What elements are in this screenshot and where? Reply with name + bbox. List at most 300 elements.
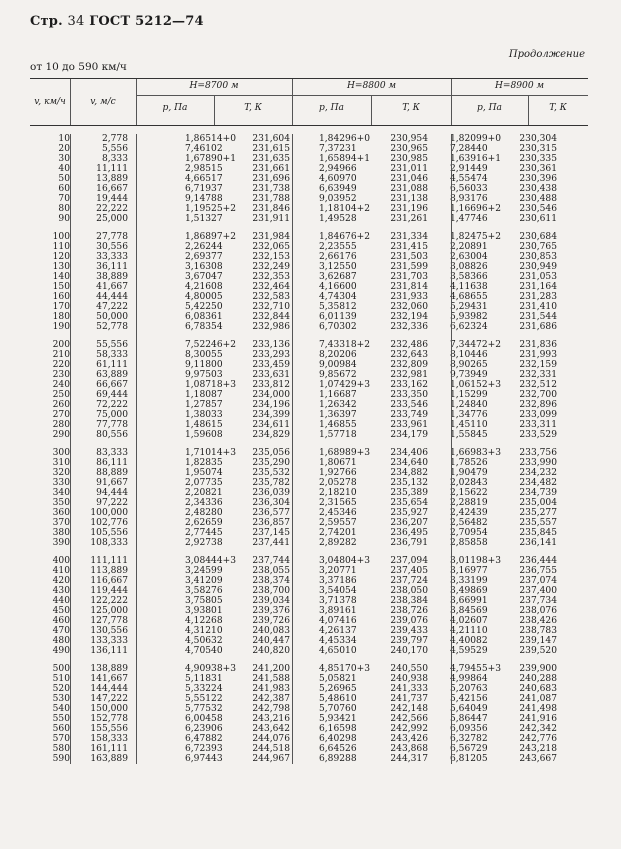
cell-v-kmh: 200 bbox=[52, 340, 70, 350]
cell-t-8800: 240,938 bbox=[390, 674, 428, 684]
cell-t-8800: 234,882 bbox=[390, 468, 428, 478]
cell-t-8900: 232,700 bbox=[519, 390, 557, 400]
cell-p-8700: 5,42250 bbox=[185, 302, 223, 312]
cell-p-8800: 8,20206 bbox=[319, 350, 357, 360]
cell-p-8800: 1,80671 bbox=[319, 458, 357, 468]
cell-p-8900: 9,73949 bbox=[450, 370, 488, 380]
cell-t-8900: 236,755 bbox=[519, 566, 557, 576]
cell-v-kmh: 570 bbox=[52, 734, 70, 744]
cell-p-8700: 1,71014+3 bbox=[185, 448, 237, 458]
cell-t-8900: 231,686 bbox=[519, 322, 557, 332]
cell-v-ms: 133,333 bbox=[90, 636, 128, 646]
cell-p-8800: 4,60970 bbox=[319, 174, 357, 184]
cell-t-8700: 243,642 bbox=[252, 724, 290, 734]
cell-t-8700: 233,293 bbox=[252, 350, 290, 360]
cell-p-8700: 4,80005 bbox=[185, 292, 223, 302]
cell-t-8900: 230,315 bbox=[519, 144, 557, 154]
cell-v-kmh: 320 bbox=[52, 468, 70, 478]
cell-t-8700: 231,615 bbox=[252, 144, 290, 154]
cell-v-ms: 138,889 bbox=[90, 664, 128, 674]
cell-t-8700: 235,532 bbox=[252, 468, 290, 478]
cell-v-kmh: 60 bbox=[58, 184, 70, 194]
cell-t-8800: 232,809 bbox=[390, 360, 428, 370]
col-h3: H=8900 м bbox=[494, 81, 545, 91]
cell-p-8900: 4,79455+3 bbox=[450, 664, 502, 674]
cell-v-kmh: 480 bbox=[52, 636, 70, 646]
table-row bbox=[30, 754, 588, 764]
cell-p-8900: 6,32782 bbox=[450, 734, 488, 744]
cell-t-8900: 241,087 bbox=[519, 694, 557, 704]
cell-v-kmh: 270 bbox=[52, 410, 70, 420]
cell-p-8700: 2,62659 bbox=[185, 518, 223, 528]
cell-v-ms: 130,556 bbox=[90, 626, 128, 636]
cell-v-kmh: 530 bbox=[52, 694, 70, 704]
cell-p-8800: 9,85672 bbox=[319, 370, 357, 380]
cell-p-8800: 3,54054 bbox=[319, 586, 357, 596]
cell-t-8900: 243,218 bbox=[519, 744, 557, 754]
continuation-label: Продолжение bbox=[508, 49, 585, 60]
cell-v-ms: 141,667 bbox=[90, 674, 128, 684]
col-p1: p, Па bbox=[162, 103, 188, 113]
cell-t-8900: 237,074 bbox=[519, 576, 557, 586]
cell-p-8700: 6,47882 bbox=[185, 734, 223, 744]
cell-p-8900: 5,29431 bbox=[450, 302, 488, 312]
cell-p-8900: 1,06152+3 bbox=[450, 380, 502, 390]
cell-p-8900: 3,58366 bbox=[450, 272, 488, 282]
table-row bbox=[30, 370, 588, 380]
cell-t-8800: 239,433 bbox=[390, 626, 428, 636]
cell-t-8700: 239,034 bbox=[252, 596, 290, 606]
cell-p-8900: 2,56482 bbox=[450, 518, 488, 528]
cell-t-8700: 231,788 bbox=[252, 194, 290, 204]
cell-t-8900: 235,004 bbox=[519, 498, 557, 508]
cell-p-8800: 5,35812 bbox=[319, 302, 357, 312]
cell-v-kmh: 590 bbox=[52, 754, 70, 764]
cell-v-ms: 55,556 bbox=[96, 340, 128, 350]
cell-t-8900: 235,845 bbox=[519, 528, 557, 538]
cell-t-8700: 238,374 bbox=[252, 576, 290, 586]
cell-t-8700: 239,726 bbox=[252, 616, 290, 626]
cell-v-ms: 11,111 bbox=[96, 164, 128, 174]
cell-v-kmh: 580 bbox=[52, 744, 70, 754]
cell-v-kmh: 360 bbox=[52, 508, 70, 518]
cell-t-8900: 232,896 bbox=[519, 400, 557, 410]
cell-v-ms: 100,000 bbox=[90, 508, 128, 518]
cell-v-ms: 33,333 bbox=[96, 252, 128, 262]
cell-t-8700: 236,039 bbox=[252, 488, 290, 498]
cell-t-8800: 231,088 bbox=[390, 184, 428, 194]
cell-t-8900: 235,277 bbox=[519, 508, 557, 518]
cell-v-ms: 16,667 bbox=[96, 184, 128, 194]
cell-v-ms: 61,111 bbox=[96, 360, 128, 370]
cell-v-ms: 72,222 bbox=[96, 400, 128, 410]
cell-t-8800: 237,405 bbox=[390, 566, 428, 576]
cell-p-8900: 1,55845 bbox=[450, 430, 488, 440]
cell-v-ms: 94,444 bbox=[96, 488, 128, 498]
cell-t-8900: 230,853 bbox=[519, 252, 557, 262]
cell-p-8800: 1,07429+3 bbox=[319, 380, 371, 390]
cell-p-8900: 1,90479 bbox=[450, 468, 488, 478]
cell-p-8800: 1,92766 bbox=[319, 468, 357, 478]
cell-p-8700: 2,07735 bbox=[185, 478, 223, 488]
cell-p-8700: 5,33224 bbox=[185, 684, 223, 694]
cell-t-8700: 240,447 bbox=[252, 636, 290, 646]
table-row bbox=[30, 596, 588, 606]
cell-t-8800: 241,333 bbox=[390, 684, 428, 694]
cell-p-8900: 1,82475+2 bbox=[450, 232, 502, 242]
cell-v-kmh: 550 bbox=[52, 714, 70, 724]
cell-t-8800: 242,566 bbox=[390, 714, 428, 724]
cell-v-kmh: 260 bbox=[52, 400, 70, 410]
cell-v-kmh: 340 bbox=[52, 488, 70, 498]
cell-p-8700: 1,18087 bbox=[185, 390, 223, 400]
cell-p-8900: 1,24840 bbox=[450, 400, 488, 410]
cell-t-8800: 231,011 bbox=[390, 164, 428, 174]
cell-t-8800: 234,640 bbox=[390, 458, 428, 468]
cell-v-ms: 102,776 bbox=[90, 518, 128, 528]
cell-t-8700: 231,911 bbox=[252, 214, 290, 224]
table-row bbox=[30, 360, 588, 370]
cell-t-8700: 236,304 bbox=[252, 498, 290, 508]
cell-p-8700: 6,78354 bbox=[185, 322, 223, 332]
cell-t-8700: 237,441 bbox=[252, 538, 290, 548]
cell-p-8800: 1,57718 bbox=[319, 430, 357, 440]
cell-v-kmh: 350 bbox=[52, 498, 70, 508]
cell-t-8900: 238,426 bbox=[519, 616, 557, 626]
cell-t-8900: 238,783 bbox=[519, 626, 557, 636]
cell-p-8800: 4,85170+3 bbox=[319, 664, 371, 674]
cell-t-8700: 233,459 bbox=[252, 360, 290, 370]
cell-p-8900: 4,99864 bbox=[450, 674, 488, 684]
cell-p-8800: 1,84296+0 bbox=[319, 134, 371, 144]
cell-t-8900: 231,283 bbox=[519, 292, 557, 302]
cell-p-8700: 5,55122 bbox=[185, 694, 223, 704]
cell-p-8900: 8,93176 bbox=[450, 194, 488, 204]
cell-v-ms: 119,444 bbox=[90, 586, 128, 596]
cell-v-ms: 13,889 bbox=[96, 174, 128, 184]
cell-p-8700: 9,14788 bbox=[185, 194, 223, 204]
cell-t-8800: 243,426 bbox=[390, 734, 428, 744]
table-row bbox=[30, 674, 588, 684]
cell-p-8900: 1,15299 bbox=[450, 390, 488, 400]
cell-t-8800: 233,162 bbox=[390, 380, 428, 390]
cell-p-8800: 2,66176 bbox=[319, 252, 357, 262]
table-row bbox=[30, 390, 588, 400]
cell-t-8900: 234,482 bbox=[519, 478, 557, 488]
cell-t-8900: 239,520 bbox=[519, 646, 557, 656]
cell-v-ms: 144,444 bbox=[90, 684, 128, 694]
cell-t-8700: 232,710 bbox=[252, 302, 290, 312]
cell-t-8800: 239,797 bbox=[390, 636, 428, 646]
cell-t-8800: 234,179 bbox=[390, 430, 428, 440]
cell-t-8700: 232,249 bbox=[252, 262, 290, 272]
cell-p-8900: 1,47746 bbox=[450, 214, 488, 224]
cell-p-8800: 2,23555 bbox=[319, 242, 357, 252]
cell-v-kmh: 430 bbox=[52, 586, 70, 596]
cell-t-8700: 231,635 bbox=[252, 154, 290, 164]
table-row bbox=[30, 252, 588, 262]
cell-v-kmh: 120 bbox=[52, 252, 70, 262]
cell-t-8700: 235,290 bbox=[252, 458, 290, 468]
cell-v-ms: 86,111 bbox=[96, 458, 128, 468]
cell-v-kmh: 500 bbox=[52, 664, 70, 674]
cell-t-8800: 235,132 bbox=[390, 478, 428, 488]
cell-t-8700: 236,857 bbox=[252, 518, 290, 528]
cell-t-8900: 230,765 bbox=[519, 242, 557, 252]
cell-p-8800: 3,04804+3 bbox=[319, 556, 371, 566]
row-group bbox=[30, 134, 588, 224]
cell-p-8800: 6,63949 bbox=[319, 184, 357, 194]
cell-p-8700: 1,86514+0 bbox=[185, 134, 237, 144]
cell-v-ms: 38,889 bbox=[96, 272, 128, 282]
cell-t-8700: 233,136 bbox=[252, 340, 290, 350]
cell-v-kmh: 240 bbox=[52, 380, 70, 390]
cell-v-ms: 105,556 bbox=[90, 528, 128, 538]
cell-v-ms: 116,667 bbox=[90, 576, 128, 586]
cell-v-kmh: 390 bbox=[52, 538, 70, 548]
cell-p-8900: 1,34776 bbox=[450, 410, 488, 420]
cell-p-8900: 5,20763 bbox=[450, 684, 488, 694]
cell-t-8900: 239,147 bbox=[519, 636, 557, 646]
cell-p-8700: 4,66517 bbox=[185, 174, 223, 184]
cell-v-kmh: 20 bbox=[58, 144, 70, 154]
cell-v-kmh: 150 bbox=[52, 282, 70, 292]
col-v-ms: v, м/с bbox=[90, 97, 116, 107]
cell-t-8700: 234,000 bbox=[252, 390, 290, 400]
cell-p-8700: 4,21608 bbox=[185, 282, 223, 292]
cell-t-8800: 236,791 bbox=[390, 538, 428, 548]
cell-v-kmh: 510 bbox=[52, 674, 70, 684]
cell-t-8900: 232,331 bbox=[519, 370, 557, 380]
cell-t-8700: 232,986 bbox=[252, 322, 290, 332]
cell-p-8800: 2,18210 bbox=[319, 488, 357, 498]
cell-v-kmh: 40 bbox=[58, 164, 70, 174]
cell-v-kmh: 370 bbox=[52, 518, 70, 528]
row-group bbox=[30, 448, 588, 548]
cell-p-8900: 6,81205 bbox=[450, 754, 488, 764]
table-row bbox=[30, 164, 588, 174]
cell-v-kmh: 490 bbox=[52, 646, 70, 656]
cell-p-8900: 1,16696+2 bbox=[450, 204, 502, 214]
cell-t-8900: 230,611 bbox=[519, 214, 557, 224]
col-p3: p, Па bbox=[477, 103, 502, 113]
cell-p-8900: 4,21110 bbox=[450, 626, 488, 636]
table-row bbox=[30, 262, 588, 272]
cell-t-8900: 240,683 bbox=[519, 684, 557, 694]
table-row bbox=[30, 144, 588, 154]
cell-p-8900: 3,84569 bbox=[450, 606, 488, 616]
cell-t-8800: 240,170 bbox=[390, 646, 428, 656]
cell-t-8900: 230,304 bbox=[519, 134, 557, 144]
cell-p-8700: 6,23906 bbox=[185, 724, 223, 734]
cell-t-8900: 239,900 bbox=[519, 664, 557, 674]
cell-p-8800: 9,00984 bbox=[319, 360, 357, 370]
cell-v-ms: 75,000 bbox=[96, 410, 128, 420]
cell-t-8700: 235,056 bbox=[252, 448, 290, 458]
cell-p-8800: 9,03952 bbox=[319, 194, 357, 204]
cell-t-8900: 230,949 bbox=[519, 262, 557, 272]
table-row bbox=[30, 194, 588, 204]
table-row bbox=[30, 556, 588, 566]
cell-t-8700: 231,738 bbox=[252, 184, 290, 194]
cell-v-ms: 155,556 bbox=[90, 724, 128, 734]
cell-v-kmh: 230 bbox=[52, 370, 70, 380]
cell-p-8700: 1,67890+1 bbox=[185, 154, 237, 164]
cell-p-8900: 1,66983+3 bbox=[450, 448, 502, 458]
cell-v-ms: 19,444 bbox=[96, 194, 128, 204]
cell-t-8800: 233,749 bbox=[390, 410, 428, 420]
cell-v-ms: 83,333 bbox=[96, 448, 128, 458]
cell-p-8700: 5,11831 bbox=[185, 674, 223, 684]
cell-t-8800: 238,726 bbox=[390, 606, 428, 616]
cell-p-8800: 2,05278 bbox=[319, 478, 357, 488]
cell-p-8900: 7,34472+2 bbox=[450, 340, 502, 350]
cell-p-8800: 5,70760 bbox=[319, 704, 357, 714]
table-row bbox=[30, 626, 588, 636]
cell-t-8900: 230,438 bbox=[519, 184, 557, 194]
table-row bbox=[30, 744, 588, 754]
cell-v-ms: 2,778 bbox=[101, 134, 128, 144]
cell-v-ms: 25,000 bbox=[96, 214, 128, 224]
cell-p-8900: 1,78526 bbox=[450, 458, 488, 468]
cell-t-8700: 238,055 bbox=[252, 566, 290, 576]
cell-p-8800: 3,37186 bbox=[319, 576, 357, 586]
table-row bbox=[30, 350, 588, 360]
cell-p-8700: 1,48615 bbox=[185, 420, 223, 430]
cell-p-8800: 1,18104+2 bbox=[319, 204, 371, 214]
cell-t-8700: 232,353 bbox=[252, 272, 290, 282]
cell-p-8700: 2,34336 bbox=[185, 498, 223, 508]
cell-t-8800: 231,138 bbox=[390, 194, 428, 204]
cell-p-8900: 2,91449 bbox=[450, 164, 488, 174]
cell-p-8800: 4,65010 bbox=[319, 646, 357, 656]
cell-p-8900: 4,11638 bbox=[450, 282, 488, 292]
cell-t-8700: 231,696 bbox=[252, 174, 290, 184]
cell-p-8700: 6,00458 bbox=[185, 714, 223, 724]
cell-p-8700: 1,27857 bbox=[185, 400, 223, 410]
cell-v-ms: 136,111 bbox=[90, 646, 128, 656]
table-row bbox=[30, 724, 588, 734]
cell-p-8800: 6,01139 bbox=[319, 312, 357, 322]
cell-v-ms: 30,556 bbox=[96, 242, 128, 252]
cell-v-ms: 47,222 bbox=[96, 302, 128, 312]
cell-t-8700: 244,967 bbox=[252, 754, 290, 764]
cell-p-8800: 5,48610 bbox=[319, 694, 357, 704]
cell-p-8800: 2,45346 bbox=[319, 508, 357, 518]
cell-t-8900: 230,361 bbox=[519, 164, 557, 174]
cell-p-8800: 2,59557 bbox=[319, 518, 357, 528]
cell-p-8700: 2,48280 bbox=[185, 508, 223, 518]
table-row bbox=[30, 684, 588, 694]
cell-p-8900: 6,56729 bbox=[450, 744, 488, 754]
table-row bbox=[30, 616, 588, 626]
cell-p-8700: 5,77532 bbox=[185, 704, 223, 714]
cell-t-8700: 241,588 bbox=[252, 674, 290, 684]
cell-t-8800: 242,148 bbox=[390, 704, 428, 714]
cell-p-8700: 3,58276 bbox=[185, 586, 223, 596]
cell-v-kmh: 170 bbox=[52, 302, 70, 312]
cell-t-8700: 232,464 bbox=[252, 282, 290, 292]
cell-v-ms: 150,000 bbox=[90, 704, 128, 714]
table-row bbox=[30, 468, 588, 478]
cell-t-8800: 230,954 bbox=[390, 134, 428, 144]
cell-t-8800: 242,992 bbox=[390, 724, 428, 734]
table-body bbox=[30, 134, 588, 764]
cell-t-8800: 244,317 bbox=[390, 754, 428, 764]
table-row bbox=[30, 734, 588, 744]
cell-p-8900: 2,70954 bbox=[450, 528, 488, 538]
row-group bbox=[30, 232, 588, 332]
row-group bbox=[30, 556, 588, 656]
cell-p-8700: 4,31210 bbox=[185, 626, 223, 636]
cell-p-8700: 3,24599 bbox=[185, 566, 223, 576]
cell-t-8900: 233,990 bbox=[519, 458, 557, 468]
cell-p-8700: 3,08444+3 bbox=[185, 556, 237, 566]
cell-t-8800: 233,546 bbox=[390, 400, 428, 410]
cell-p-8800: 3,20771 bbox=[319, 566, 357, 576]
cell-v-ms: 158,333 bbox=[90, 734, 128, 744]
cell-t-8800: 231,703 bbox=[390, 272, 428, 282]
cell-v-kmh: 180 bbox=[52, 312, 70, 322]
cell-p-8900: 2,28819 bbox=[450, 498, 488, 508]
cell-v-kmh: 300 bbox=[52, 448, 70, 458]
cell-p-8800: 1,26342 bbox=[319, 400, 357, 410]
data-table bbox=[30, 78, 588, 764]
cell-t-8700: 234,829 bbox=[252, 430, 290, 440]
cell-p-8800: 3,71378 bbox=[319, 596, 357, 606]
cell-t-8700: 240,083 bbox=[252, 626, 290, 636]
cell-p-8900: 3,33199 bbox=[450, 576, 488, 586]
cell-t-8900: 242,776 bbox=[519, 734, 557, 744]
cell-v-kmh: 100 bbox=[52, 232, 70, 242]
cell-v-ms: 127,778 bbox=[90, 616, 128, 626]
cell-p-8700: 9,11800 bbox=[185, 360, 223, 370]
cell-p-8800: 2,94966 bbox=[319, 164, 357, 174]
cell-v-kmh: 380 bbox=[52, 528, 70, 538]
cell-t-8800: 231,334 bbox=[390, 232, 428, 242]
cell-t-8700: 231,984 bbox=[252, 232, 290, 242]
cell-p-8700: 4,70540 bbox=[185, 646, 223, 656]
cell-v-ms: 8,333 bbox=[101, 154, 128, 164]
table-row bbox=[30, 478, 588, 488]
cell-v-kmh: 110 bbox=[52, 242, 70, 252]
table-row bbox=[30, 420, 588, 430]
cell-v-kmh: 400 bbox=[52, 556, 70, 566]
cell-p-8700: 1,82835 bbox=[185, 458, 223, 468]
cell-t-8900: 230,488 bbox=[519, 194, 557, 204]
cell-p-8800: 6,64526 bbox=[319, 744, 357, 754]
cell-t-8800: 232,486 bbox=[390, 340, 428, 350]
cell-p-8900: 5,93982 bbox=[450, 312, 488, 322]
cell-p-8800: 1,65894+1 bbox=[319, 154, 371, 164]
cell-v-ms: 161,111 bbox=[90, 744, 128, 754]
cell-t-8700: 237,744 bbox=[252, 556, 290, 566]
table-row bbox=[30, 694, 588, 704]
cell-t-8900: 230,546 bbox=[519, 204, 557, 214]
table-row bbox=[30, 488, 588, 498]
cell-v-ms: 91,667 bbox=[96, 478, 128, 488]
cell-t-8900: 233,529 bbox=[519, 430, 557, 440]
cell-t-8900: 231,410 bbox=[519, 302, 557, 312]
cell-t-8900: 242,342 bbox=[519, 724, 557, 734]
cell-v-kmh: 330 bbox=[52, 478, 70, 488]
cell-t-8900: 243,667 bbox=[519, 754, 557, 764]
cell-t-8700: 232,153 bbox=[252, 252, 290, 262]
cell-v-ms: 63,889 bbox=[96, 370, 128, 380]
table-row bbox=[30, 704, 588, 714]
cell-v-kmh: 10 bbox=[58, 134, 70, 144]
table-row bbox=[30, 174, 588, 184]
